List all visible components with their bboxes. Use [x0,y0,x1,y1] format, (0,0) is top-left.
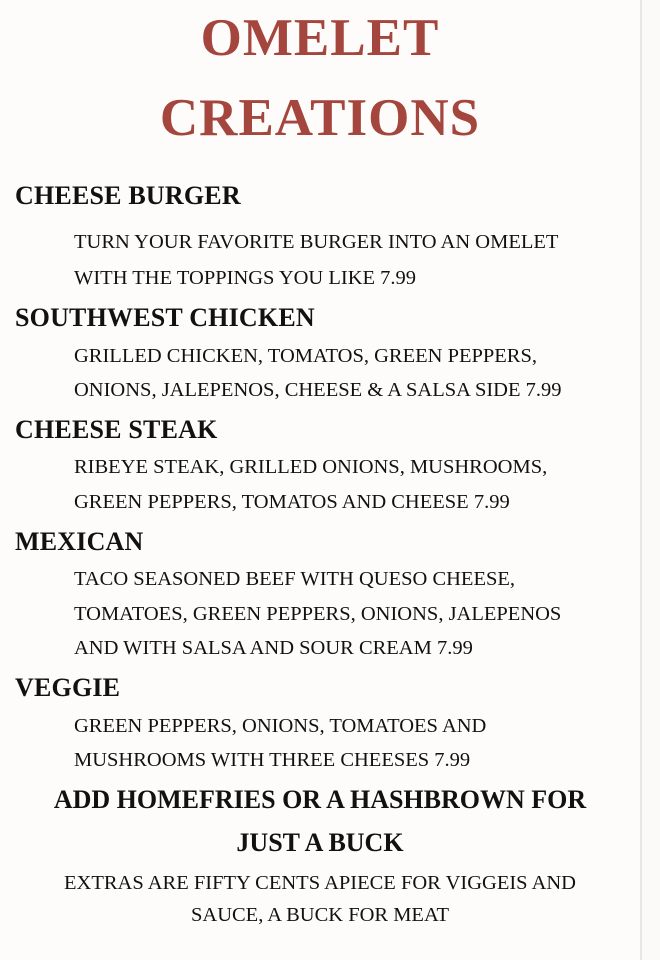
item-name-veggie: VEGGIE [15,673,121,702]
item-description-line: AND WITH SALSA AND SOUR CREAM 7.99 [74,637,473,659]
item-description-line: TACO SEASONED BEEF WITH QUESO CHEESE, [74,568,516,590]
item-description-line: GREEN PEPPERS, TOMATOS AND CHEESE 7.99 [74,491,510,513]
item-description-line: MUSHROOMS WITH THREE CHEESES 7.99 [74,749,471,771]
item-name-cheese-burger: CHEESE BURGER [15,181,241,210]
item-description-line: TURN YOUR FAVORITE BURGER INTO AN OMELET [74,231,559,253]
item-description-line: WITH THE TOPPINGS YOU LIKE 7.99 [74,267,417,289]
menu-title-line-2: CREATIONS [159,89,481,147]
extras-line-2: SAUCE, A BUCK FOR MEAT [190,904,449,926]
item-description-line: GRILLED CHICKEN, TOMATOS, GREEN PEPPERS, [74,345,538,367]
item-description-line: ONIONS, JALEPENOS, CHEESE & A SALSA SIDE 7.99 [74,379,562,401]
item-description-line: RIBEYE STEAK, GRILLED ONIONS, MUSHROOMS, [74,456,548,478]
addon-line-1: ADD HOMEFRIES OR A HASHBROWN FOR [53,785,587,814]
item-description-line: GREEN PEPPERS, ONIONS, TOMATOES AND [74,715,487,737]
extras-line-1: EXTRAS ARE FIFTY CENTS APIECE FOR VIGGEIS AND [64,872,576,894]
menu-title-line-1: OMELET [200,9,440,67]
item-name-southwest-chicken: SOUTHWEST CHICKEN [15,303,315,332]
addon-line-2: JUST A BUCK [236,828,404,857]
item-name-mexican: MEXICAN [15,527,144,556]
item-name-cheese-steak: CHEESE STEAK [15,415,218,444]
item-description-line: TOMATOES, GREEN PEPPERS, ONIONS, JALEPENOS [74,603,562,625]
